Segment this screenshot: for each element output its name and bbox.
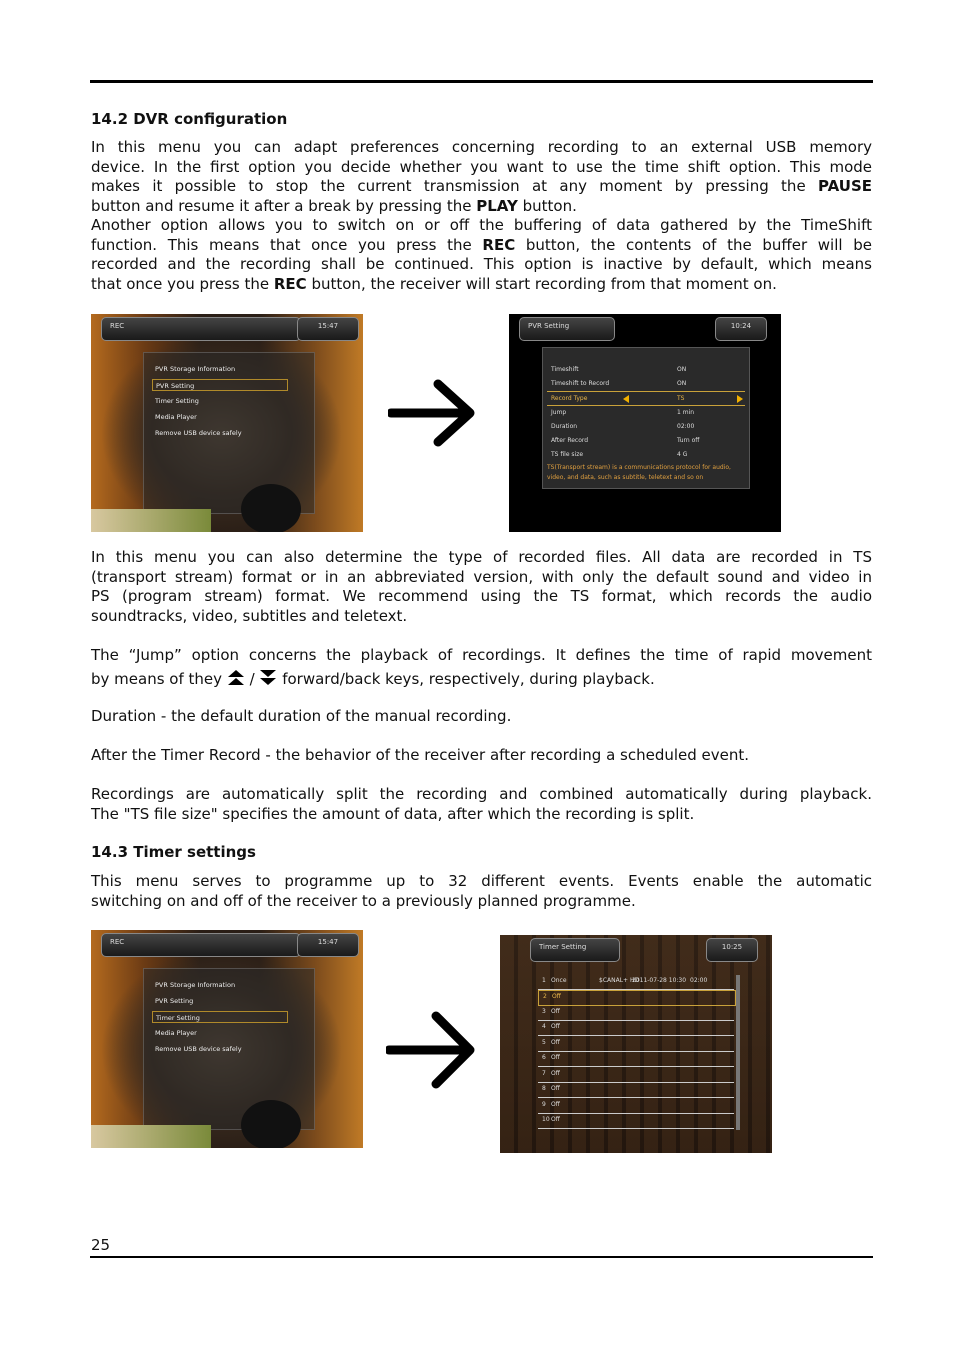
menu-item-media-player[interactable]: Media Player [155, 413, 197, 421]
pvr-setting-panel [542, 347, 750, 489]
timer-setting-clock: 10:25 [706, 938, 758, 962]
pvr-row-duration[interactable]: Duration 02:00 [551, 423, 695, 430]
timer-row[interactable]: 7 Off [538, 1068, 734, 1083]
menu-item-remove-usb[interactable]: Remove USB device safely [155, 429, 242, 437]
paragraph-dvr-intro: In this menu you can adapt preferences concerning recording to an external USB memory device. In the first option you decide whether you want to use the time shift option. This mode makes it possible to stop the current transmission at any moment by pressing the PAUSE button and resume it after a break by pressing the PLAY button. Another option allows you to switch on or off the buffering of data gathered by the TimeShift function. This means that once you press the REC button, the contents of the buffer will be recorded and the recording shall be continued. This option is inactive by default, which means that once you press the REC button, the receiver will start recording from that moment on. [91, 138, 872, 293]
menu-item-pvr-setting[interactable]: PVR Setting [152, 379, 288, 391]
timer-row[interactable]: 10 Off [538, 1114, 734, 1129]
arrow-right-icon[interactable] [737, 395, 743, 403]
double-up-icon [227, 669, 245, 687]
rec-menu-clock: 15:47 [297, 317, 359, 341]
timer-setting-screenshot [500, 935, 772, 1153]
footer-rule [90, 1256, 873, 1258]
pvr-row-ts-file-size[interactable]: TS file size 4 G [551, 451, 688, 458]
rec-menu-screenshot-2 [91, 930, 363, 1148]
timer-row[interactable]: 1 Once $CANAL+ HD 2011-07-28 10:30 02:00 [538, 975, 734, 990]
timer-row[interactable]: 5 Off [538, 1037, 734, 1052]
menu-item-pvr-storage[interactable]: PVR Storage Information [155, 365, 236, 373]
arrow-left-icon[interactable] [623, 395, 629, 403]
pvr-row-timeshift[interactable]: Timeshift ON [551, 366, 687, 373]
paragraph-jump: The “Jump” option concerns the playback of recordings. It defines the time of rapid movement by means of they / forward/back keys, respectively, during playback. [91, 646, 872, 688]
menu-item-remove-usb[interactable]: Remove USB device safely [155, 1045, 242, 1053]
menu-item-timer-setting[interactable]: Timer Setting [152, 1011, 288, 1023]
decor-pot [241, 1100, 301, 1148]
pvr-setting-title-bar: PVR Setting [519, 317, 615, 341]
paragraph-duration: Duration - the default duration of the manual recording. [91, 707, 512, 725]
menu-item-timer-setting[interactable]: Timer Setting [155, 397, 199, 405]
pvr-row-timeshift-to-record[interactable]: Timeshift to Record ON [551, 380, 687, 387]
timer-setting-title-bar: Timer Setting [530, 938, 620, 962]
double-down-icon [259, 669, 277, 687]
right-arrow-icon [388, 378, 476, 448]
decor-food [91, 1125, 211, 1148]
paragraph-after-timer: After the Timer Record - the behavior of the receiver after recording a scheduled event. [91, 746, 750, 764]
timer-row[interactable]: 6 Off [538, 1052, 734, 1067]
right-arrow-icon [386, 1010, 476, 1090]
timer-list-scrollbar[interactable] [736, 975, 740, 1130]
decor-pot [241, 484, 301, 532]
menu-item-media-player[interactable]: Media Player [155, 1029, 197, 1037]
paragraph-record-type: In this menu you can also determine the type of recorded files. All data are recorded in TS (transport stream) format or in an abbreviated version, with only the default sound and video in PS (program stream) format. We recommend using the TS format, which records the audio soundtracks, video, subtitles and teletext. [91, 548, 872, 625]
header-rule [90, 80, 873, 83]
timer-row[interactable]: 3 Off [538, 1006, 734, 1021]
timer-row[interactable]: 4 Off [538, 1021, 734, 1036]
pvr-setting-description: TS(Transport stream) is a communications protocol for audio, video, and data, such as subtitle, teletext and so on [547, 464, 731, 481]
page-number: 25 [91, 1236, 111, 1254]
pvr-row-after-record[interactable]: After Record Turn off [551, 437, 700, 444]
section-heading-dvr: 14.2 DVR configuration [91, 110, 288, 128]
paragraph-timer-intro: This menu serves to programme up to 32 different events. Events enable the automatic switching on and off of the receiver to a previously planned programme. [91, 872, 872, 910]
pvr-row-record-type[interactable]: Record Type TS [547, 391, 745, 406]
pvr-setting-screenshot [509, 314, 781, 532]
menu-item-pvr-storage[interactable]: PVR Storage Information [155, 981, 236, 989]
section-heading-timer: 14.3 Timer settings [91, 843, 256, 861]
timer-row[interactable]: 8 Off [538, 1083, 734, 1098]
rec-menu-screenshot [91, 314, 363, 532]
rec-menu-title-bar: REC [101, 933, 301, 957]
decor-food [91, 509, 211, 532]
rec-menu-clock: 15:47 [297, 933, 359, 957]
pvr-row-jump[interactable]: Jump 1 min [551, 409, 695, 416]
timer-row[interactable]: 9 Off [538, 1099, 734, 1114]
rec-menu-title-bar: REC [101, 317, 301, 341]
paragraph-ts-file-size: Recordings are automatically split the recording and combined automatically during playback. The "TS file size" specifies the amount of data, after which the recording is split. [91, 785, 872, 823]
pvr-setting-clock: 10:24 [715, 317, 767, 341]
menu-item-pvr-setting[interactable]: PVR Setting [155, 997, 194, 1005]
timer-row[interactable]: 2 Off [538, 990, 736, 1006]
